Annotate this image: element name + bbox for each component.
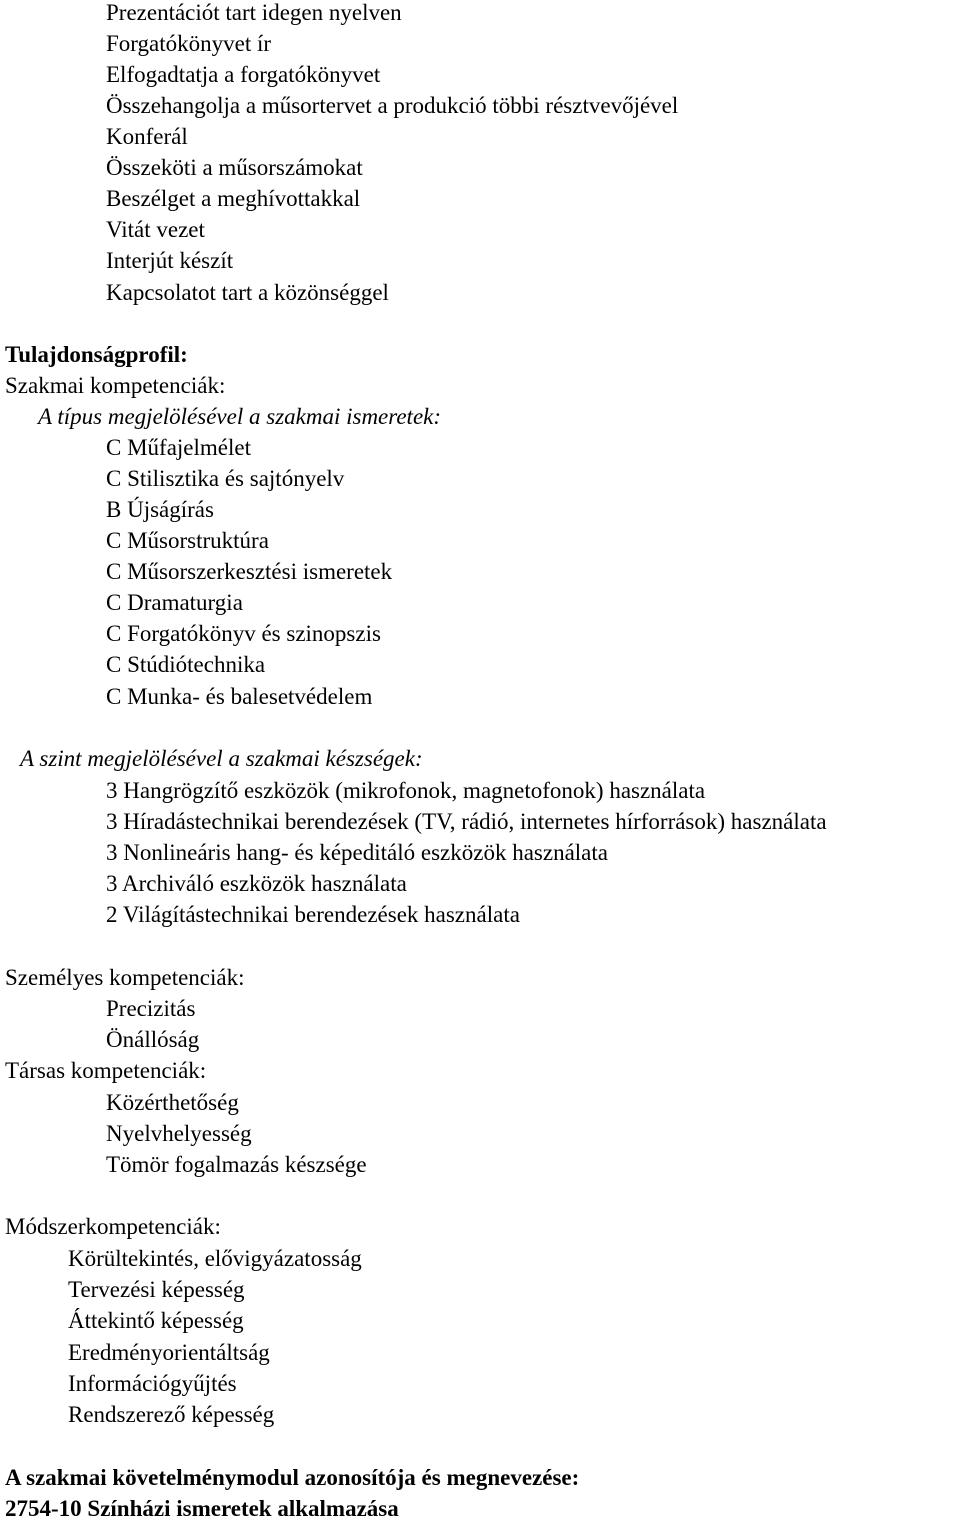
knowledge-item: C Dramaturgia <box>106 590 243 615</box>
social-competences-heading: Társas kompetenciák: <box>5 1058 207 1083</box>
knowledge-item: C Műfajelmélet <box>106 435 251 460</box>
knowledge-item: C Stúdiótechnika <box>106 652 266 677</box>
method-item: Körültekintés, elővigyázatosság <box>68 1246 362 1271</box>
task-item: Összehangolja a műsortervet a produkció többi résztvevőjével <box>106 93 679 118</box>
skill-item: 2 Világítástechnikai berendezések használata <box>106 902 520 927</box>
task-item: Prezentációt tart idegen nyelven <box>106 0 402 25</box>
personal-competences-heading: Személyes kompetenciák: <box>5 965 245 990</box>
knowledge-item: C Műsorszerkesztési ismeretek <box>106 559 393 584</box>
social-item: Tömör fogalmazás készsége <box>106 1152 367 1177</box>
skill-item: 3 Hangrögzítő eszközök (mikrofonok, magnetofonok) használata <box>106 778 706 803</box>
personal-item: Önállóság <box>106 1027 200 1052</box>
module-heading: A szakmai követelménymodul azonosítója és megnevezése: <box>5 1465 580 1490</box>
module-name: 2754-10 Színházi ismeretek alkalmazása <box>5 1496 399 1521</box>
profile-heading: Tulajdonságprofil: <box>5 342 188 367</box>
method-item: Eredményorientáltság <box>68 1340 270 1365</box>
method-competences-heading: Módszerkompetenciák: <box>5 1214 221 1239</box>
method-item: Tervezési képesség <box>68 1277 245 1302</box>
knowledge-item: B Újságírás <box>106 497 214 522</box>
task-item: Konferál <box>106 124 188 149</box>
task-item: Kapcsolatot tart a közönséggel <box>106 280 389 305</box>
task-item: Forgatókönyvet ír <box>106 31 272 56</box>
method-item: Rendszerező képesség <box>68 1402 275 1427</box>
knowledge-heading: A típus megjelölésével a szakmai ismeretek: <box>38 404 442 429</box>
knowledge-item: C Stilisztika és sajtónyelv <box>106 466 345 491</box>
task-item: Beszélget a meghívottakkal <box>106 186 361 211</box>
knowledge-item: C Munka- és balesetvédelem <box>106 684 373 709</box>
social-item: Nyelvhelyesség <box>106 1121 252 1146</box>
task-item: Vitát vezet <box>106 217 205 242</box>
knowledge-item: C Műsorstruktúra <box>106 528 269 553</box>
skills-heading: A szint megjelölésével a szakmai készségek: <box>20 746 423 771</box>
task-item: Interjút készít <box>106 248 234 273</box>
task-item: Elfogadtatja a forgatókönyvet <box>106 62 381 87</box>
skill-item: 3 Archiváló eszközök használata <box>106 871 407 896</box>
method-item: Információgyűjtés <box>68 1371 237 1396</box>
skill-item: 3 Híradástechnikai berendezések (TV, rádió, internetes hírforrások) használata <box>106 809 827 834</box>
knowledge-item: C Forgatókönyv és szinopszis <box>106 621 381 646</box>
skill-item: 3 Nonlineáris hang- és képeditáló eszközök használata <box>106 840 608 865</box>
professional-competences-heading: Szakmai kompetenciák: <box>5 373 226 398</box>
social-item: Közérthetőség <box>106 1090 239 1115</box>
personal-item: Precizitás <box>106 996 196 1021</box>
task-item: Összeköti a műsorszámokat <box>106 155 363 180</box>
method-item: Áttekintő képesség <box>68 1308 244 1333</box>
